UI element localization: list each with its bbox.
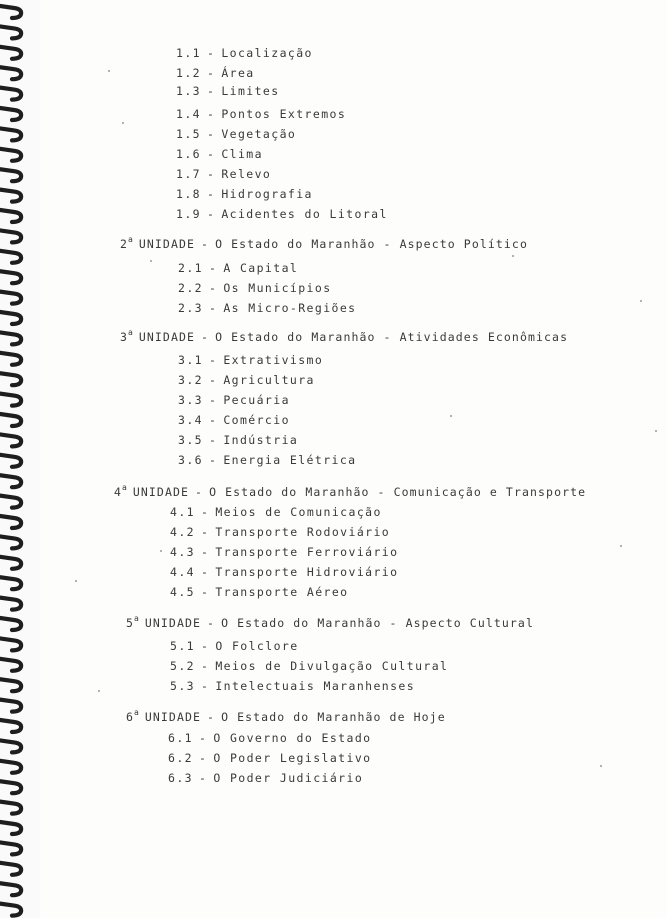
item-number: 3.3 [178,393,203,407]
unit-separator: - [195,485,204,499]
item-title: Comércio [223,413,290,427]
item-number: 1.3 [176,84,201,98]
paper-speck [512,255,514,257]
unit-heading [114,481,586,499]
unit-separator: - [201,330,210,344]
toc-item [178,301,357,315]
toc-item [170,639,299,653]
item-number: 5.2 [170,659,195,673]
paper-speck [640,300,642,302]
item-title: Pecuária [223,393,290,407]
paper-speck [122,122,124,124]
toc-item [168,731,371,745]
toc-item [176,84,280,98]
item-title: Relevo [221,167,272,181]
unit-title: O Estado do Maranhão - Atividades Econômicas [215,330,569,344]
item-title: Transporte Hidroviário [215,565,399,579]
item-title: O Poder Legislativo [213,751,372,765]
paper-speck [600,765,602,767]
item-separator: - [206,147,216,161]
toc-item [170,585,349,599]
item-separator: - [208,353,218,367]
unit-heading [126,612,534,630]
item-number: 4.3 [170,545,195,559]
item-title: O Folclore [215,639,299,653]
item-title: Área [221,66,255,80]
item-separator: - [206,127,216,141]
item-title: Energia Elétrica [223,453,357,467]
item-separator: - [198,771,208,785]
paper-speck [108,70,110,72]
item-separator: - [208,373,218,387]
toc-item [176,147,263,161]
item-title: O Governo do Estado [213,731,372,745]
item-number: 1.6 [176,147,201,161]
item-title: Extrativismo [223,353,324,367]
unit-label: UNIDADE [144,710,202,724]
item-number: 1.1 [176,46,201,60]
unit-separator: - [201,237,210,251]
toc-item [178,353,323,367]
unit-ordinal: 4 [114,485,123,499]
unit-label: UNIDADE [132,485,190,499]
unit-ordinal-mark: a [122,483,127,492]
toc-item [178,261,298,275]
unit-ordinal: 3 [120,330,129,344]
item-separator: - [208,301,218,315]
item-number: 1.5 [176,127,201,141]
item-title: Transporte Rodoviário [215,525,391,539]
item-separator: - [200,525,210,539]
item-number: 4.5 [170,585,195,599]
item-title: As Micro-Regiões [223,301,357,315]
item-title: O Poder Judiciário [213,771,364,785]
unit-heading [120,326,568,344]
item-number: 5.1 [170,639,195,653]
toc-item [178,393,290,407]
item-title: Transporte Ferroviário [215,545,399,559]
item-number: 3.2 [178,373,203,387]
item-number: 1.7 [176,167,201,181]
item-number: 3.6 [178,453,203,467]
item-number: 2.2 [178,281,203,295]
item-title: Meios de Comunicação [215,505,382,519]
item-separator: - [206,207,216,221]
unit-ordinal: 2 [120,237,129,251]
item-title: Vegetação [221,127,297,141]
toc-item [176,46,313,60]
item-title: A Capital [223,261,299,275]
toc-item [176,66,255,80]
unit-separator: - [207,616,216,630]
item-separator: - [200,545,210,559]
toc-item [168,771,363,785]
toc-item [170,659,448,673]
item-separator: - [206,107,216,121]
toc-item [178,453,357,467]
toc-item [176,187,313,201]
item-separator: - [200,639,210,653]
item-number: 1.4 [176,107,201,121]
unit-ordinal-mark: a [128,328,133,337]
item-separator: - [200,659,210,673]
unit-ordinal: 6 [126,710,135,724]
item-number: 4.2 [170,525,195,539]
item-title: Hidrografia [221,187,313,201]
unit-ordinal-mark: a [128,235,133,244]
paper-speck [98,690,100,692]
item-number: 3.1 [178,353,203,367]
item-separator: - [200,679,210,693]
item-title: Acidentes do Litoral [221,207,388,221]
item-separator: - [198,751,208,765]
item-number: 1.2 [176,66,201,80]
item-number: 4.4 [170,565,195,579]
toc-item [168,751,371,765]
toc-item [170,679,415,693]
item-separator: - [198,731,208,745]
toc-item [176,127,296,141]
item-title: Meios de Divulgação Cultural [215,659,449,673]
item-separator: - [208,413,218,427]
item-number: 1.8 [176,187,201,201]
paper-speck [75,580,77,582]
item-number: 3.4 [178,413,203,427]
item-separator: - [208,453,218,467]
paper-speck [150,260,152,262]
unit-label: UNIDADE [144,616,202,630]
paper-speck [160,550,162,552]
item-separator: - [200,585,210,599]
item-number: 6.3 [168,771,193,785]
item-separator: - [200,565,210,579]
toc-item [170,565,398,579]
item-number: 2.1 [178,261,203,275]
unit-label: UNIDADE [138,237,196,251]
item-title: Localização [221,46,313,60]
item-number: 2.3 [178,301,203,315]
item-separator: - [206,187,216,201]
toc-item [176,107,346,121]
item-title: Clima [221,147,263,161]
item-separator: - [206,46,216,60]
item-separator: - [208,261,218,275]
item-title: Limites [221,84,280,98]
unit-ordinal-mark: a [134,614,139,623]
item-separator: - [208,433,218,447]
unit-title: O Estado do Maranhão de Hoje [221,710,446,724]
unit-heading [126,706,446,724]
toc-item [176,207,388,221]
unit-ordinal-mark: a [134,708,139,717]
item-title: Agricultura [223,373,315,387]
item-title: Pontos Extremos [221,107,347,121]
item-title: Os Municípios [223,281,332,295]
item-separator: - [200,505,210,519]
unit-label: UNIDADE [138,330,196,344]
toc-item [170,545,398,559]
item-separator: - [208,393,218,407]
unit-title: O Estado do Maranhão - Comunicação e Transporte [209,485,587,499]
item-number: 3.5 [178,433,203,447]
unit-ordinal: 5 [126,616,135,630]
paper-speck [450,415,452,417]
item-separator: - [206,66,216,80]
paper-speck [655,430,657,432]
item-separator: - [208,281,218,295]
toc-item [170,525,390,539]
toc-item [170,505,382,519]
item-number: 6.1 [168,731,193,745]
unit-title: O Estado do Maranhão - Aspecto Cultural [221,616,534,630]
unit-title: O Estado do Maranhão - Aspecto Político [215,237,528,251]
unit-heading [120,233,528,251]
toc-item [178,413,290,427]
item-number: 1.9 [176,207,201,221]
item-separator: - [206,167,216,181]
item-number: 5.3 [170,679,195,693]
toc-item [178,433,298,447]
toc-item [178,281,332,295]
unit-separator: - [207,710,216,724]
toc-item [178,373,315,387]
item-title: Indústria [223,433,299,447]
item-number: 4.1 [170,505,195,519]
item-title: Intelectuais Maranhenses [215,679,416,693]
item-title: Transporte Aéreo [215,585,349,599]
item-number: 6.2 [168,751,193,765]
item-separator: - [206,84,216,98]
paper-speck [620,545,622,547]
toc-item [176,167,271,181]
